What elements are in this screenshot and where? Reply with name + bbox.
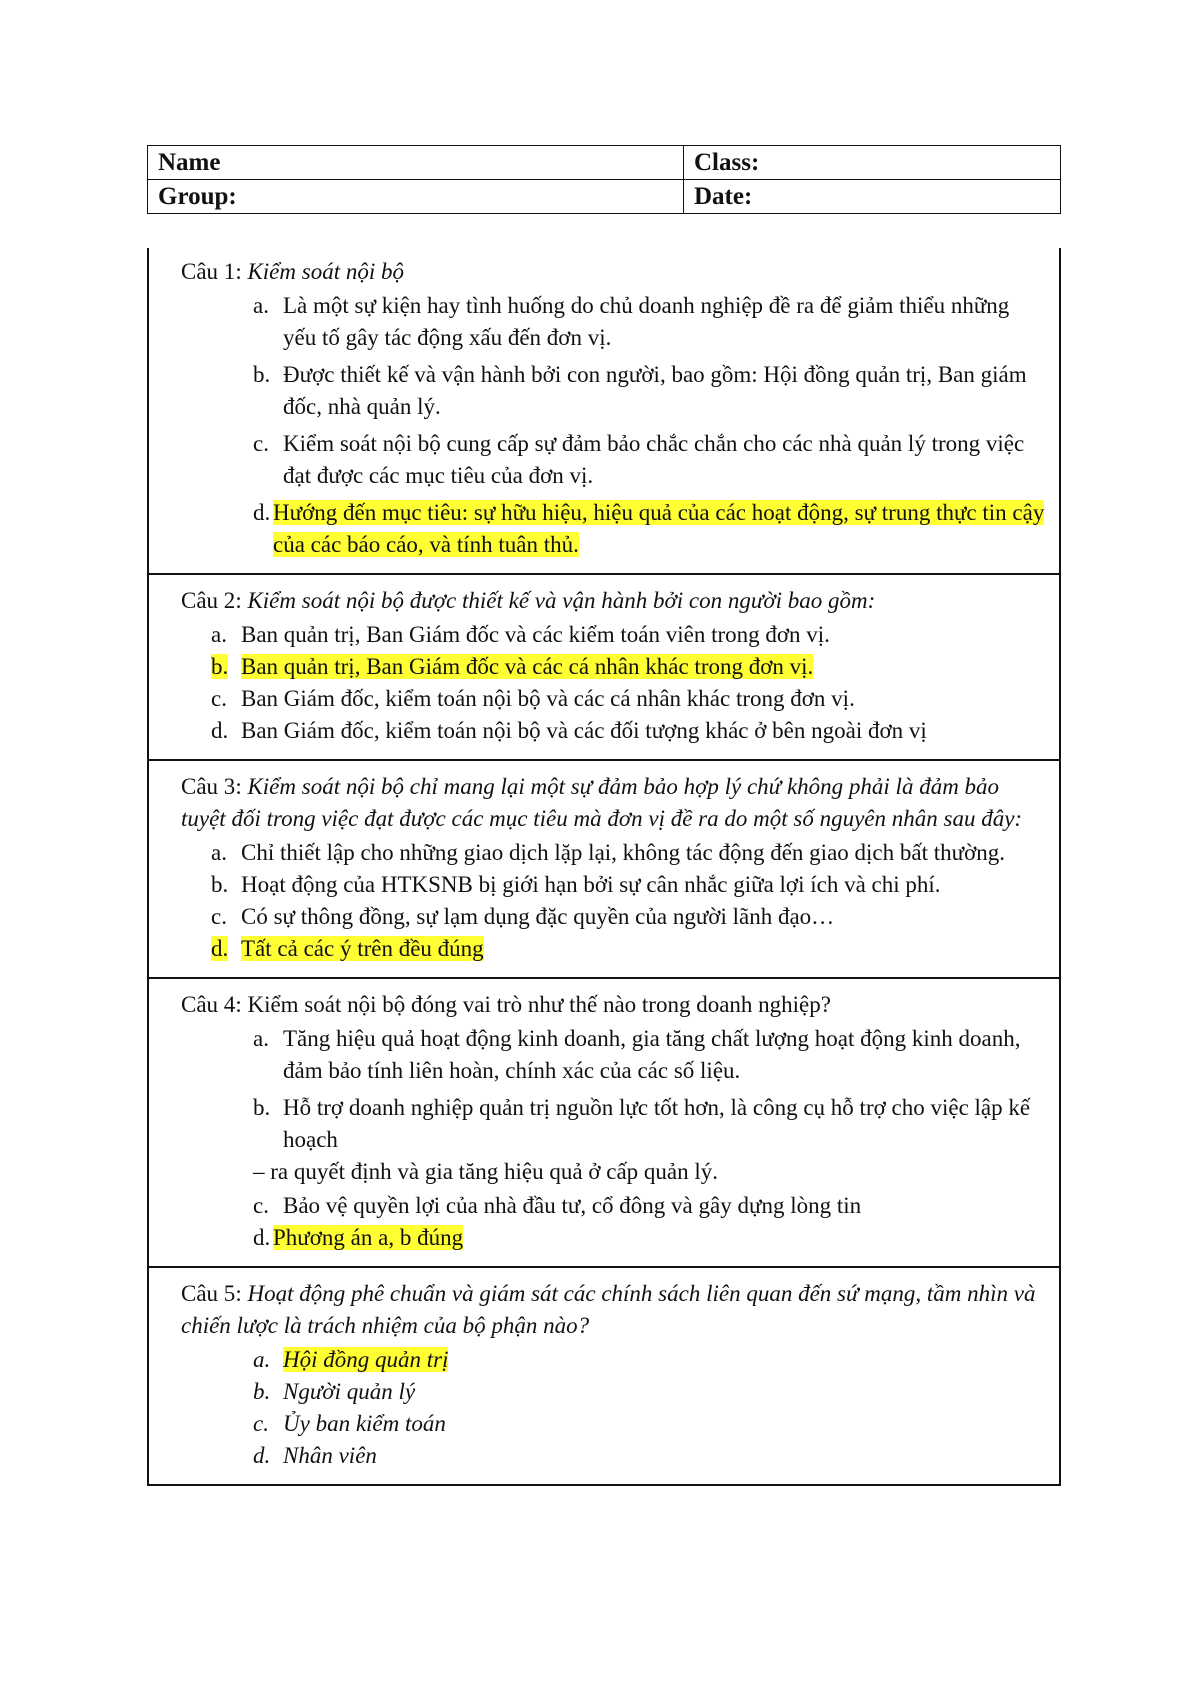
option-a[interactable]: a. Tăng hiệu quả hoạt động kinh doanh, gia tăng chất lượng hoạt động kinh doanh, đảm bảo tính liên hoàn, chính xác của các số liệu. <box>253 1026 1021 1083</box>
option-a[interactable]: a. Là một sự kiện hay tình huống do chủ doanh nghiệp đề ra để giảm thiểu những yếu tố gây tác động xấu đến đơn vị. <box>253 293 1010 350</box>
question-4 <box>149 977 1059 1266</box>
option-b-selected[interactable]: b. Ban quản trị, Ban Giám đốc và các cá nhân khác trong đơn vị. <box>211 654 814 679</box>
option-c[interactable]: c. Ban Giám đốc, kiểm toán nội bộ và các cá nhân khác trong đơn vị. <box>211 686 855 711</box>
option-c[interactable]: c. Có sự thông đồng, sự lạm dụng đặc quyền của người lãnh đạo… <box>211 904 835 929</box>
option-b[interactable]: b. Người quản lý <box>253 1379 416 1404</box>
option-b[interactable]: b. Được thiết kế và vận hành bởi con người, bao gồm: Hội đồng quản trị, Ban giám đốc, nhà quản lý. <box>253 362 1027 419</box>
option-a[interactable]: a. Chỉ thiết lập cho những giao dịch lặp lại, không tác động đến giao dịch bất thường. <box>211 840 1005 865</box>
options-list <box>181 837 1047 965</box>
class-cell: Class: <box>684 146 1061 180</box>
question-title: Câu 5: Hoạt động phê chuẩn và giám sát các chính sách liên quan đến sứ mạng, tầm nhìn và chiến lược là trách nhiệm của bộ phận nào? <box>181 1281 1036 1338</box>
option-d[interactable]: d. Nhân viên <box>253 1443 377 1468</box>
question-1 <box>149 248 1059 573</box>
question-title: Câu 1: Kiểm soát nội bộ <box>181 259 404 284</box>
options-list-cont <box>181 1190 1047 1222</box>
highlighted-answer: Phương án a, b đúng <box>273 1225 464 1250</box>
question-title: Câu 4: Kiểm soát nội bộ đóng vai trò như thế nào trong doanh nghiệp? <box>181 992 831 1017</box>
option-a-selected[interactable]: a. Hội đồng quản trị <box>253 1347 449 1372</box>
options-list <box>181 619 1047 747</box>
option-b-continuation: – ra quyết định và gia tăng hiệu quả ở cấp quản lý. <box>253 1159 718 1184</box>
option-d-selected[interactable]: d. Hướng đến mục tiêu: sự hữu hiệu, hiệu quả của các hoạt động, sự trung thực tin cậy của các báo cáo, và tính tuân thủ. <box>253 500 1045 557</box>
question-title: Câu 3: Kiểm soát nội bộ chỉ mang lại một sự đảm bảo hợp lý chứ không phải là đảm bảo tuyệt đối trong việc đạt được các mục tiêu mà đơn vị đề ra do một số nguyên nhân sau đây: <box>181 774 1023 831</box>
option-c[interactable]: c. Kiểm soát nội bộ cung cấp sự đảm bảo chắc chắn cho các nhà quản lý trong việc đạt được các mục tiêu của đơn vị. <box>253 431 1025 488</box>
date-cell: Date: <box>684 180 1061 214</box>
highlighted-answer: Ban quản trị, Ban Giám đốc và các cá nhân khác trong đơn vị. <box>241 654 814 679</box>
option-d-selected[interactable]: d. Phương án a, b đúng <box>253 1225 464 1250</box>
options-list <box>181 1023 1047 1156</box>
question-2 <box>149 573 1059 759</box>
option-a[interactable]: a. Ban quản trị, Ban Giám đốc và các kiểm toán viên trong đơn vị. <box>211 622 830 647</box>
option-c[interactable]: c. Bảo vệ quyền lợi của nhà đầu tư, cổ đông và gây dựng lòng tin <box>253 1193 862 1218</box>
question-3 <box>149 759 1059 977</box>
question-title: Câu 2: Kiểm soát nội bộ được thiết kế và vận hành bởi con người bao gồm: <box>181 588 876 613</box>
student-info-table <box>147 145 1061 214</box>
option-c[interactable]: c. Ủy ban kiểm toán <box>253 1411 446 1436</box>
info-row-1 <box>148 146 1061 180</box>
options-list <box>181 1344 1047 1472</box>
highlighted-answer: Hội đồng quản trị <box>283 1347 449 1372</box>
option-b[interactable]: b. Hoạt động của HTKSNB bị giới hạn bởi sự cân nhắc giữa lợi ích và chi phí. <box>211 872 941 897</box>
highlighted-answer: Tất cả các ý trên đều đúng <box>241 936 484 961</box>
question-5 <box>149 1266 1059 1484</box>
option-d[interactable]: d. Ban Giám đốc, kiểm toán nội bộ và các đối tượng khác ở bên ngoài đơn vị <box>211 718 927 743</box>
name-cell: Name <box>148 146 684 180</box>
option-d-selected[interactable]: d. Tất cả các ý trên đều đúng <box>211 936 484 961</box>
questions-box <box>147 248 1061 1486</box>
group-cell: Group: <box>148 180 684 214</box>
option-b[interactable]: b. Hỗ trợ doanh nghiệp quản trị nguồn lực tốt hơn, là công cụ hỗ trợ cho việc lập kế hoạch <box>253 1095 1031 1152</box>
info-row-2 <box>148 180 1061 214</box>
highlighted-answer: Hướng đến mục tiêu: sự hữu hiệu, hiệu quả của các hoạt động, sự trung thực tin cậy của các báo cáo, và tính tuân thủ. <box>273 500 1045 557</box>
options-list <box>181 290 1047 492</box>
